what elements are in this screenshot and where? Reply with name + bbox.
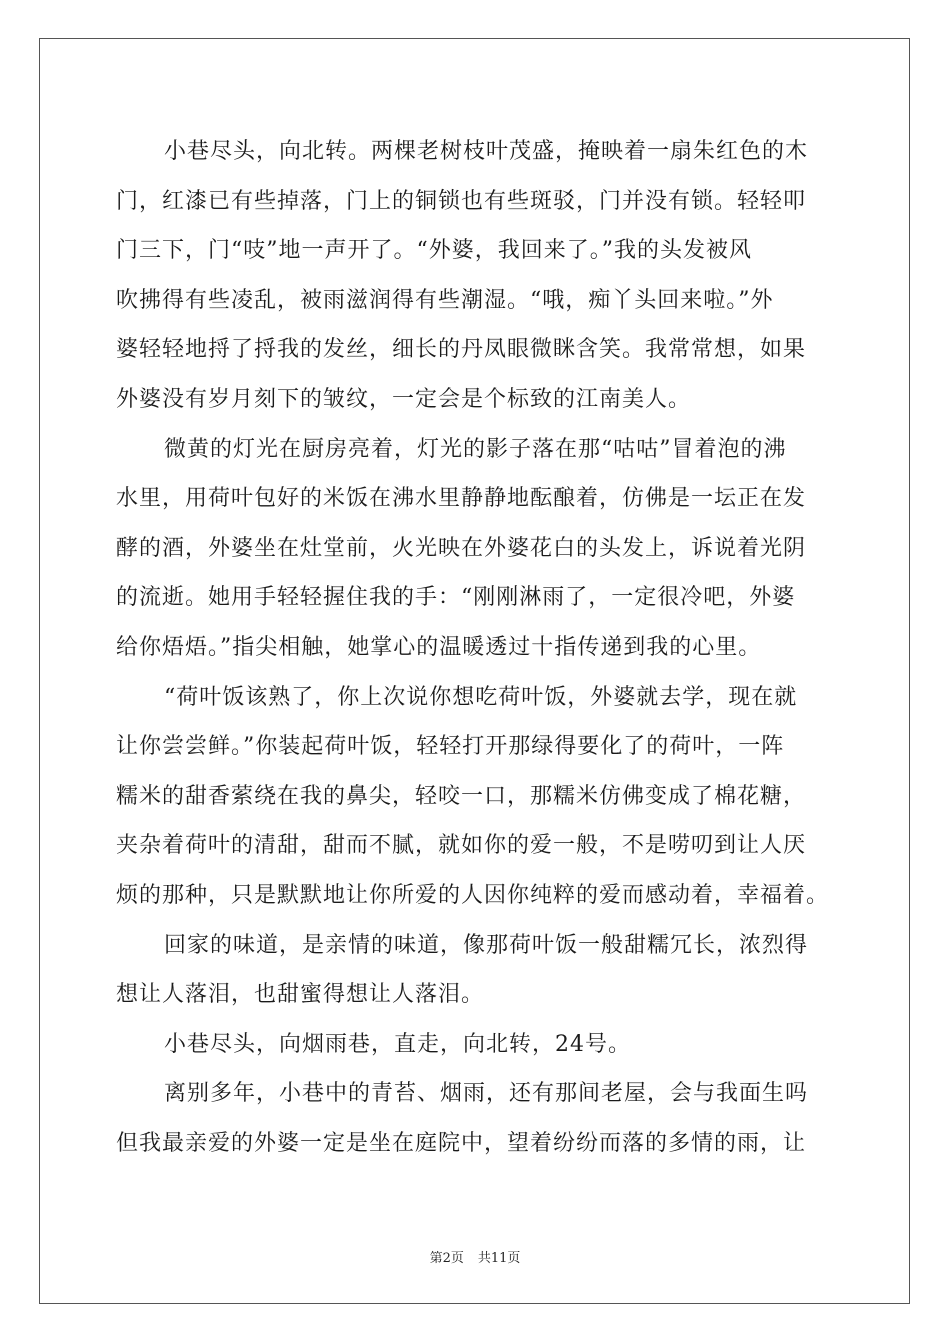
text-line: 吹拂得有些凌乱，被雨滋润得有些潮湿。“哦，痴丫头回来啦。”外 <box>116 287 774 313</box>
text-line: 想让人落泪，也甜蜜得想让人落泪。 <box>116 982 485 1008</box>
text-line: 离别多年，小巷中的青苔、烟雨，还有那间老屋，会与我面生吗 <box>164 1081 809 1107</box>
text-line: 水里，用荷叶包好的米饭在沸水里静静地酝酿着，仿佛是一坛正在发 <box>116 486 807 512</box>
document-body <box>116 127 836 1168</box>
text-line: 烦的那种，只是默默地让你所爱的人因你纯粹的爱而感动着，幸福着。 <box>116 882 830 908</box>
text-line: 夹杂着荷叶的清甜，甜而不腻，就如你的爱一般，不是唠叨到让人厌 <box>116 833 807 859</box>
text-line: 小巷尽头，向烟雨巷，直走，向北转，24号。 <box>164 1031 631 1057</box>
page-footer <box>0 1247 950 1266</box>
text-line: 外婆没有岁月刻下的皱纹，一定会是个标致的江南美人。 <box>116 386 692 412</box>
text-line: 回家的味道，是亲情的味道，像那荷叶饭一般甜糯冗长，浓烈得 <box>164 932 809 958</box>
text-line: 的流逝。她用手轻轻握住我的手：“刚刚淋雨了，一定很冷吧，外婆 <box>116 585 796 611</box>
text-line: 但我最亲爱的外婆一定是坐在庭院中，望着纷纷而落的多情的雨，让 <box>116 1130 807 1156</box>
text-line: “荷叶饭该熟了，你上次说你想吃荷叶饭，外婆就去学，现在就 <box>164 684 798 710</box>
text-line: 门三下，门“吱”地一声开了。“外婆，我回来了。”我的头发被风 <box>116 238 752 264</box>
text-line: 糯米的甜香萦绕在我的鼻尖，轻咬一口，那糯米仿佛变成了棉花糖， <box>116 783 807 809</box>
text-line: 门，红漆已有些掉落，门上的铜锁也有些斑驳，门并没有锁。轻轻叩 <box>116 188 807 214</box>
text-line: 微黄的灯光在厨房亮着，灯光的影子落在那“咕咕”冒着泡的沸 <box>164 436 787 462</box>
text-line: 给你焐焐。”指尖相触，她掌心的温暖透过十指传递到我的心里。 <box>116 634 762 660</box>
text-line: 小巷尽头，向北转。两棵老树枝叶茂盛，掩映着一扇朱红色的木 <box>164 139 809 164</box>
page-number: 第2页 <box>429 1251 464 1266</box>
text-line: 酵的酒，外婆坐在灶堂前，火光映在外婆花白的头发上，诉说着光阴 <box>116 535 807 561</box>
text-line: 婆轻轻地捋了捋我的发丝，细长的丹凤眼微眯含笑。我常常想，如果 <box>116 337 807 363</box>
page-total: 共11页 <box>477 1251 521 1266</box>
text-line: 让你尝尝鲜。”你装起荷叶饭，轻轻打开那绿得要化了的荷叶，一阵 <box>116 734 785 760</box>
